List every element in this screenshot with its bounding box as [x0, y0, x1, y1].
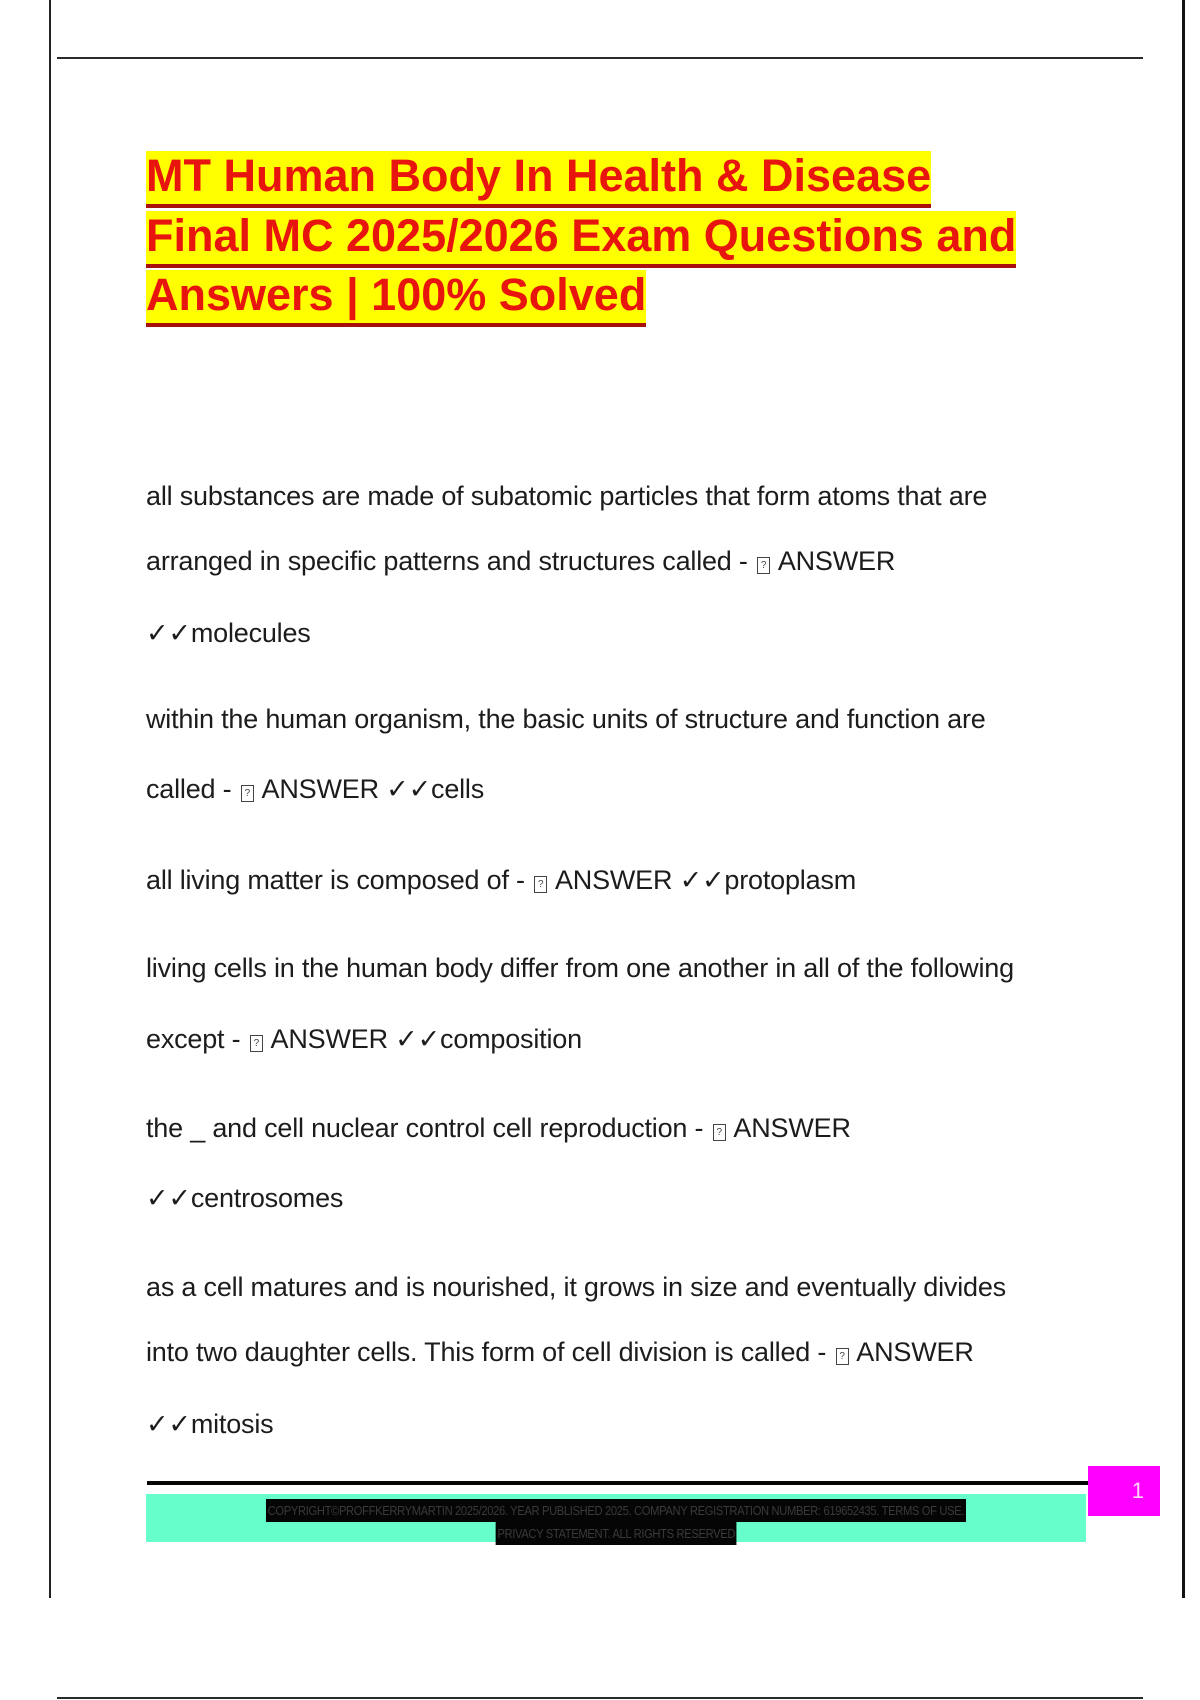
qa-answer-line: ✓✓molecules	[146, 618, 311, 648]
copyright-line-1: COPYRIGHT©PROFFKERRYMARTIN 2025/2026. YEAR PUBLISHED 2025. COMPANY REGISTRATION NUMBER: 619652435. TERMS OF USE.	[266, 1499, 966, 1522]
qa-text-line: all living matter is composed of - ? ANSWER ✓✓protoplasm	[146, 865, 856, 895]
qa-text-line: the _ and cell nuclear control cell reproduction - ? ANSWER	[146, 1113, 851, 1143]
answer-marker-icon: ?	[757, 557, 770, 574]
copyright-line-2: PRIVACY STATEMENT. ALL RIGHTS RESERVED	[495, 1522, 736, 1545]
answer-marker-icon: ?	[534, 876, 547, 893]
qa-text-line: all substances are made of subatomic particles that form atoms that are	[146, 481, 988, 511]
copyright-footer	[146, 1494, 1086, 1542]
qa-answer-line: ✓✓mitosis	[146, 1409, 274, 1439]
qa-text-line: within the human organism, the basic units of structure and function are	[146, 704, 986, 734]
answer-marker-icon: ?	[241, 785, 254, 802]
qa-text-line: as a cell matures and is nourished, it grows in size and eventually divides	[146, 1272, 1006, 1302]
qa-answer-line: ✓✓centrosomes	[146, 1183, 344, 1213]
next-page-header-rule	[57, 1697, 1143, 1699]
qa-text-line: called - ? ANSWER ✓✓cells	[146, 774, 485, 804]
page-border-left	[49, 0, 51, 1598]
answer-marker-icon: ?	[836, 1348, 849, 1365]
answer-marker-icon: ?	[713, 1124, 726, 1141]
page-border-right	[1182, 0, 1185, 1598]
title-line-2: Final MC 2025/2026 Exam Questions and	[146, 206, 1106, 266]
qa-text-line: into two daughter cells. This form of cell division is called - ? ANSWER	[146, 1337, 974, 1367]
title-line-3: Answers | 100% Solved	[146, 265, 1106, 325]
qa-text-line: except - ? ANSWER ✓✓composition	[146, 1024, 582, 1054]
footer-rule	[147, 1481, 1089, 1485]
page-number-badge: 1	[1088, 1466, 1160, 1516]
header-rule	[57, 57, 1143, 59]
answer-marker-icon: ?	[250, 1035, 263, 1052]
qa-text-line: living cells in the human body differ from one another in all of the following	[146, 953, 1014, 983]
title-line-1: MT Human Body In Health & Disease	[146, 146, 1106, 206]
qa-text-line: arranged in specific patterns and structures called - ? ANSWER	[146, 546, 896, 576]
document-title	[146, 146, 1106, 325]
